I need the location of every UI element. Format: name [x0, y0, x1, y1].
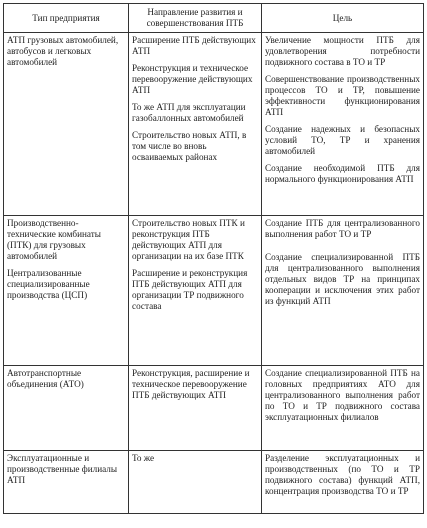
- header-development-direction: Направление развития и совершенствования ПТБ: [129, 4, 262, 33]
- cell-text: Разделение эксплуатационных и производственных (по ТО и ТР подвижного состава) функций АТП, концентрация производства ТО и ТР: [265, 453, 420, 496]
- goal-cell: [262, 451, 424, 514]
- header-enterprise-type: Тип предприятия: [4, 4, 129, 33]
- cell-text: Совершенствование производственных процессов ТО и ТР, повышение эффективности функционирования АТП: [265, 74, 420, 117]
- cell-text: Производственно-технические комбинаты (ПТК) для грузовых автомобилей: [7, 218, 101, 261]
- ptb-development-table: [3, 3, 424, 514]
- enterprise-type-cell: [4, 366, 129, 451]
- direction-cell: [129, 451, 262, 514]
- goal-cell: [262, 366, 424, 451]
- cell-text: Автотранспортные объединения (АТО): [7, 368, 84, 389]
- enterprise-type-cell: [4, 216, 129, 366]
- enterprise-type-cell: [4, 33, 129, 216]
- cell-text: Расширение ПТБ действующих АТП: [132, 35, 256, 56]
- cell-text: Централизованные специализированные производства (ЦСП): [7, 268, 90, 300]
- cell-text: Создание специализированной ПТБ для централизованного выполнения отдельных видов ТР на принципах кооперации и исключения этих работ из функций АТП: [265, 252, 420, 306]
- cell-text: Создание надежных и безопасных условий ТО, ТР и хранения автомобилей: [265, 124, 420, 156]
- header-goal: Цель: [262, 4, 424, 33]
- cell-text: Реконструкция и техническое перевооружение действующих АТП: [132, 63, 253, 95]
- cell-text: То же АТП для эксплуатации газобаллонных автомобилей: [132, 102, 246, 123]
- cell-text: То же: [132, 453, 155, 463]
- cell-text: Создание ПТБ для централизованного выполнения работ ТО и ТР: [265, 218, 420, 239]
- cell-text: Строительство новых ПТК и реконструкция ПТБ действующих АТП для организации на их базе ПТК: [132, 218, 245, 261]
- table-row: [4, 366, 424, 451]
- cell-text: Эксплуатационные и производственные филиалы АТП: [7, 453, 118, 485]
- cell-text: Создание специализированной ПТБ на головных предприятиях АТО для централизованного выполнения работ по ТО и ТР подвижного состава эксплуатационных филиалов: [265, 368, 420, 422]
- cell-text: Создание необходимой ПТБ для нормального функционирования АТП: [265, 163, 420, 184]
- cell-text: Строительство новых АТП, в том числе во вновь осваиваемых районах: [132, 130, 247, 162]
- enterprise-type-cell: [4, 451, 129, 514]
- table-row: [4, 451, 424, 514]
- table-header-row: [4, 4, 424, 33]
- cell-text: АТП грузовых автомобилей, автобусов и легковых автомобилей: [7, 35, 119, 67]
- table-row: [4, 216, 424, 366]
- goal-cell: [262, 33, 424, 216]
- cell-text: Реконструкция, расширение и техническое перевооружение ПТБ действующих АТП: [132, 368, 250, 400]
- table-row: [4, 33, 424, 216]
- goal-cell: [262, 216, 424, 366]
- cell-text: Увеличение мощности ПТБ для удовлетворения потребности подвижного состава в ТО и ТР: [265, 35, 420, 67]
- direction-cell: [129, 216, 262, 366]
- direction-cell: [129, 366, 262, 451]
- direction-cell: [129, 33, 262, 216]
- cell-text: Расширение и реконструкция ПТБ действующих АТП для организации ТР подвижного состава: [132, 268, 248, 311]
